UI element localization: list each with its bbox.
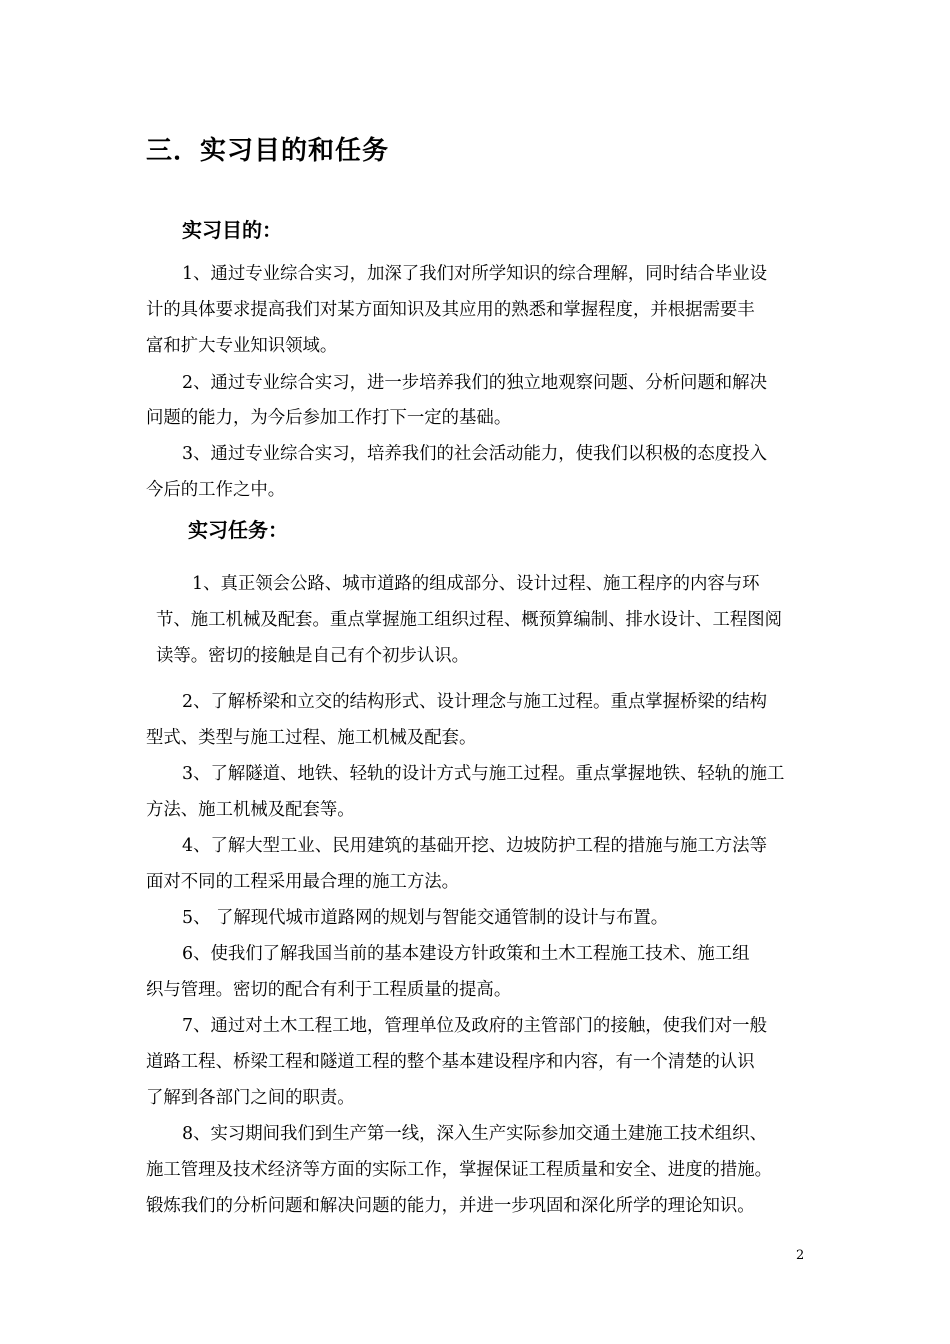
purpose-line: 2、通过专业综合实习，进一步培养我们的独立地观察问题、分析问题和解决	[182, 373, 767, 393]
purpose-line: 问题的能力，为今后参加工作打下一定的基础。	[146, 408, 512, 428]
task-line: 方法、施工机械及配套等。	[146, 800, 355, 820]
task-line: 锻炼我们的分析问题和解决问题的能力，并进一步巩固和深化所学的理论知识。	[146, 1196, 755, 1216]
purpose-line: 计的具体要求提高我们对某方面知识及其应用的熟悉和掌握程度，并根据需要丰	[146, 300, 755, 320]
task-line: 型式、类型与施工过程、施工机械及配套。	[146, 728, 477, 748]
purpose-heading: 实习目的：	[182, 218, 282, 242]
task-line: 面对不同的工程采用最合理的施工方法。	[146, 872, 460, 892]
task-line: 8、实习期间我们到生产第一线，深入生产实际参加交通土建施工技术组织、	[182, 1124, 767, 1144]
purpose-line: 今后的工作之中。	[146, 480, 286, 500]
task-line: 施工管理及技术经济等方面的实际工作，掌握保证工程质量和安全、进度的措施。	[146, 1160, 773, 1180]
task-line: 1、真正领会公路、城市道路的组成部分、设计过程、施工程序的内容与环	[192, 574, 760, 594]
task-line: 节、施工机械及配套。重点掌握施工组织过程、概预算编制、排水设计、工程图阅	[156, 610, 783, 630]
task-line: 5、 了解现代城市道路网的规划与智能交通管制的设计与布置。	[182, 908, 669, 928]
purpose-line: 富和扩大专业知识领域。	[146, 336, 338, 356]
task-line: 2、了解桥梁和立交的结构形式、设计理念与施工过程。重点掌握桥梁的结构	[182, 692, 767, 712]
section-title: 三．实习目的和任务	[146, 136, 390, 166]
page-number: 2	[796, 1248, 805, 1263]
task-line: 了解到各部门之间的职责。	[146, 1088, 355, 1108]
task-line: 3、了解隧道、地铁、轻轨的设计方式与施工过程。重点掌握地铁、轻轨的施工	[182, 764, 785, 784]
task-line: 读等。密切的接触是自己有个初步认识。	[156, 646, 470, 666]
purpose-line: 1、通过专业综合实习，加深了我们对所学知识的综合理解，同时结合毕业设	[182, 264, 767, 284]
task-line: 道路工程、桥梁工程和隧道工程的整个基本建设程序和内容，有一个清楚的认识	[146, 1052, 755, 1072]
purpose-line: 3、通过专业综合实习，培养我们的社会活动能力，使我们以积极的态度投入	[182, 444, 767, 464]
task-line: 织与管理。密切的配合有利于工程质量的提高。	[146, 980, 512, 1000]
tasks-heading: 实习任务：	[188, 518, 288, 542]
task-line: 4、了解大型工业、民用建筑的基础开挖、边坡防护工程的措施与施工方法等	[182, 836, 767, 856]
task-line: 7、通过对土木工程工地，管理单位及政府的主管部门的接触，使我们对一般	[182, 1016, 767, 1036]
task-line: 6、使我们了解我国当前的基本建设方针政策和土木工程施工技术、施工组	[182, 944, 750, 964]
